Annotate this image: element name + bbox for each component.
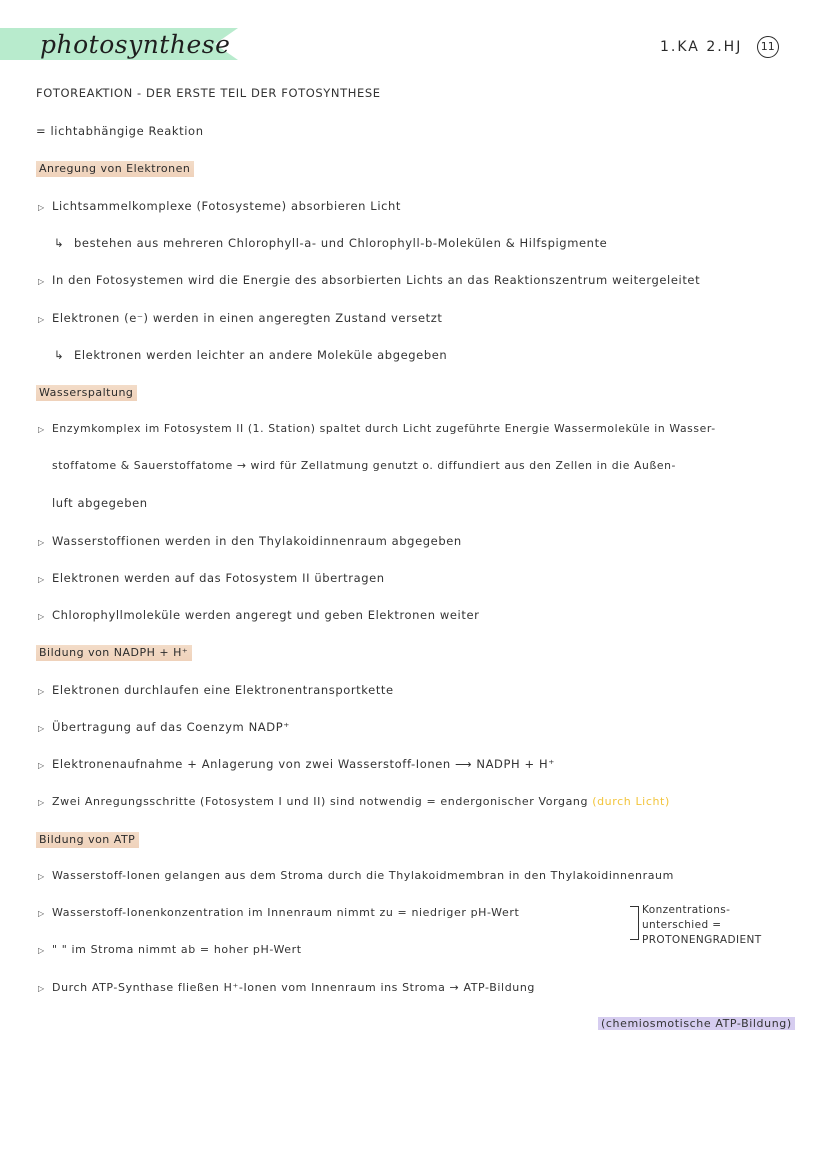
heading-atp: Bildung von ATP <box>36 832 139 848</box>
bullet-icon: ▷ <box>38 909 45 918</box>
bullet-icon: ▷ <box>38 946 45 955</box>
list-item: ▷ Lichtsammelkomplexe (Fotosysteme) absorbieren Licht <box>38 199 402 213</box>
bullet-icon: ▷ <box>38 575 45 584</box>
footer-note: (chemiosmotische ATP-Bildung) <box>598 1017 795 1030</box>
bullet-icon: ▷ <box>38 203 45 212</box>
list-item: ▷ Wasserstoff-Ionen gelangen aus dem Stroma durch die Thylakoidmembran in den Thylakoidinnenraum <box>38 869 674 882</box>
arrow-icon: ↳ <box>54 236 65 250</box>
licht-note: (durch Licht) <box>592 795 670 808</box>
list-item: ▷ Durch ATP-Synthase fließen H⁺-Ionen vom Innenraum ins Stroma → ATP-Bildung <box>38 981 535 994</box>
list-item: ▷ In den Fotosystemen wird die Energie des absorbierten Lichts an das Reaktionszentrum weitergeleitet <box>38 273 701 287</box>
sub-item: ↳ Elektronen werden leichter an andere Moleküle abgegeben <box>54 348 448 362</box>
list-item: ▷ " " im Stroma nimmt ab = hoher pH-Wert <box>38 943 302 956</box>
list-item: ▷ Wasserstoffionen werden in den Thylakoidinnenraum abgegeben <box>38 534 462 548</box>
page-title: photosynthese <box>40 30 231 59</box>
bullet-icon: ▷ <box>38 761 45 770</box>
bullet-icon: ▷ <box>38 724 45 733</box>
list-item: ▷ Zwei Anregungsschritte (Fotosystem I und II) sind notwendig = endergonischer Vorgang (durch Licht) <box>38 795 670 808</box>
list-item: ▷ Enzymkomplex im Fotosystem II (1. Station) spaltet durch Licht zugeführte Energie Wassermoleküle in Wasser- <box>38 422 716 435</box>
bullet-icon: ▷ <box>38 687 45 696</box>
bullet-icon: ▷ <box>38 984 45 993</box>
list-item: ▷ Elektronen werden auf das Fotosystem II übertragen <box>38 571 385 585</box>
course-ref-text: 1.KA 2.HJ <box>660 39 743 55</box>
heading-nadph: Bildung von NADPH + H⁺ <box>36 645 192 661</box>
heading-anregung: Anregung von Elektronen <box>36 161 194 177</box>
sub-item: ↳ bestehen aus mehreren Chlorophyll-a- und Chlorophyll-b-Molekülen & Hilfspigmente <box>54 236 608 250</box>
bullet-icon: ▷ <box>38 798 45 807</box>
list-item: ▷ Übertragung auf das Coenzym NADP⁺ <box>38 720 290 734</box>
arrow-icon: ↳ <box>54 348 65 362</box>
side-note-line: Konzentrations- <box>642 904 731 916</box>
brace-mark <box>630 906 639 940</box>
course-reference <box>660 36 779 58</box>
bullet-icon: ▷ <box>38 425 45 434</box>
bullet-icon: ▷ <box>38 315 45 324</box>
definition-line: = lichtabhängige Reaktion <box>36 124 204 138</box>
continuation-line: luft abgegeben <box>52 496 148 510</box>
page-number: 11 <box>757 36 779 58</box>
side-note-line: PROTONENGRADIENT <box>642 934 762 946</box>
bullet-icon: ▷ <box>38 538 45 547</box>
list-item: ▷ Chlorophyllmoleküle werden angeregt und geben Elektronen weiter <box>38 608 480 622</box>
side-note-line: unterschied = <box>642 919 722 931</box>
list-item: ▷ Elektronen (e⁻) werden in einen angeregten Zustand versetzt <box>38 311 443 325</box>
list-item: ▷ Elektronenaufnahme + Anlagerung von zwei Wasserstoff-Ionen ⟶ NADPH + H⁺ <box>38 757 555 771</box>
list-item: ▷ Wasserstoff-Ionenkonzentration im Innenraum nimmt zu = niedriger pH-Wert <box>38 906 520 919</box>
main-headline: FOTOREAKTION - DER ERSTE TEIL DER FOTOSYNTHESE <box>36 86 381 100</box>
bullet-icon: ▷ <box>38 872 45 881</box>
bullet-icon: ▷ <box>38 612 45 621</box>
list-item: ▷ Elektronen durchlaufen eine Elektronentransportkette <box>38 683 394 697</box>
continuation-line: stoffatome & Sauerstoffatome → wird für Zellatmung genutzt o. diffundiert aus den Zellen in die Außen- <box>52 459 677 472</box>
heading-wasserspaltung: Wasserspaltung <box>36 385 137 401</box>
bullet-icon: ▷ <box>38 277 45 286</box>
